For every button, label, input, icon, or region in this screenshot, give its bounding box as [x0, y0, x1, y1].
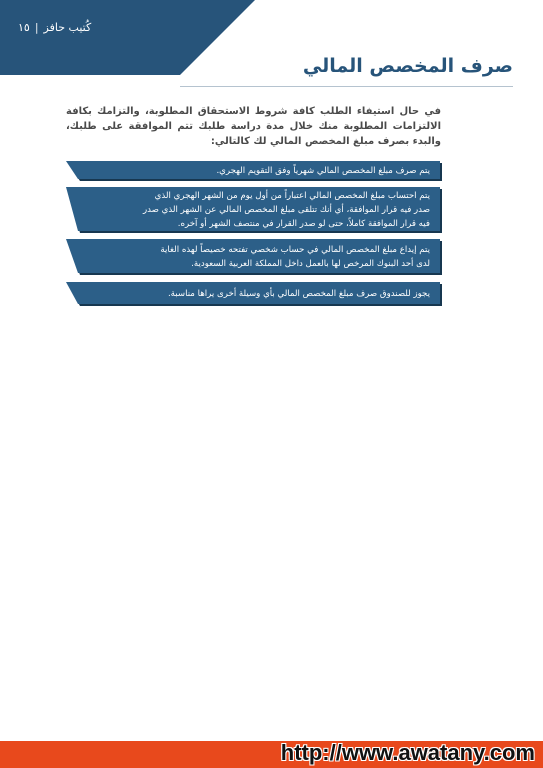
item-line: صدر فيه قرار الموافقة، أي أنك تتلقى مبلغ المخصص المالي عن الشهر الذي صدر	[142, 205, 430, 215]
page-number: ١٥	[18, 21, 30, 34]
item-line: لدى أحد البنوك المرخص لها بالعمل داخل المملكة العربية السعودية.	[191, 259, 430, 269]
item-text	[82, 187, 430, 233]
title-divider	[180, 86, 513, 87]
page-title: صرف المخصص المالي	[302, 55, 513, 77]
list-item	[66, 239, 442, 275]
header-separator: |	[34, 21, 39, 34]
watermark-url: http://www.awatany.com	[280, 740, 535, 765]
item-text	[82, 161, 430, 181]
item-line: يتم احتساب مبلغ المخصص المالي اعتباراً من أول يوم من الشهر الهجري الذي	[154, 191, 430, 201]
item-line: يتم صرف مبلغ المخصص المالي شهرياً وفق التقويم الهجري.	[216, 166, 430, 176]
item-text	[82, 282, 430, 306]
intro-paragraph: في حال استيفاء الطلب كافة شروط الاستحقاق المطلوبة، والتزامك بكافة الالتزامات المطلوبة منك خلال مدة دراسة طلبك تتم الموافقة على طلبك، والبدء بصرف مبلغ المخصص المالي لك كالتالي:	[66, 106, 441, 147]
list-item	[66, 187, 442, 233]
list-item	[66, 282, 442, 306]
list-item	[66, 161, 442, 181]
item-text	[82, 239, 430, 275]
item-line: يجوز للصندوق صرف مبلغ المخصص المالي بأي وسيلة أخرى يراها مناسبة.	[167, 289, 430, 299]
item-line: فيه قرار الموافقة كاملاً، حتى لو صدر القرار في منتصف الشهر أو آخره.	[177, 219, 430, 229]
header-label	[18, 18, 91, 38]
book-title: كُتيب حافز	[43, 21, 92, 34]
item-line: يتم إيداع مبلغ المخصص المالي في حساب شخصي تفتحه خصيصاً لهذه الغاية	[160, 245, 430, 255]
